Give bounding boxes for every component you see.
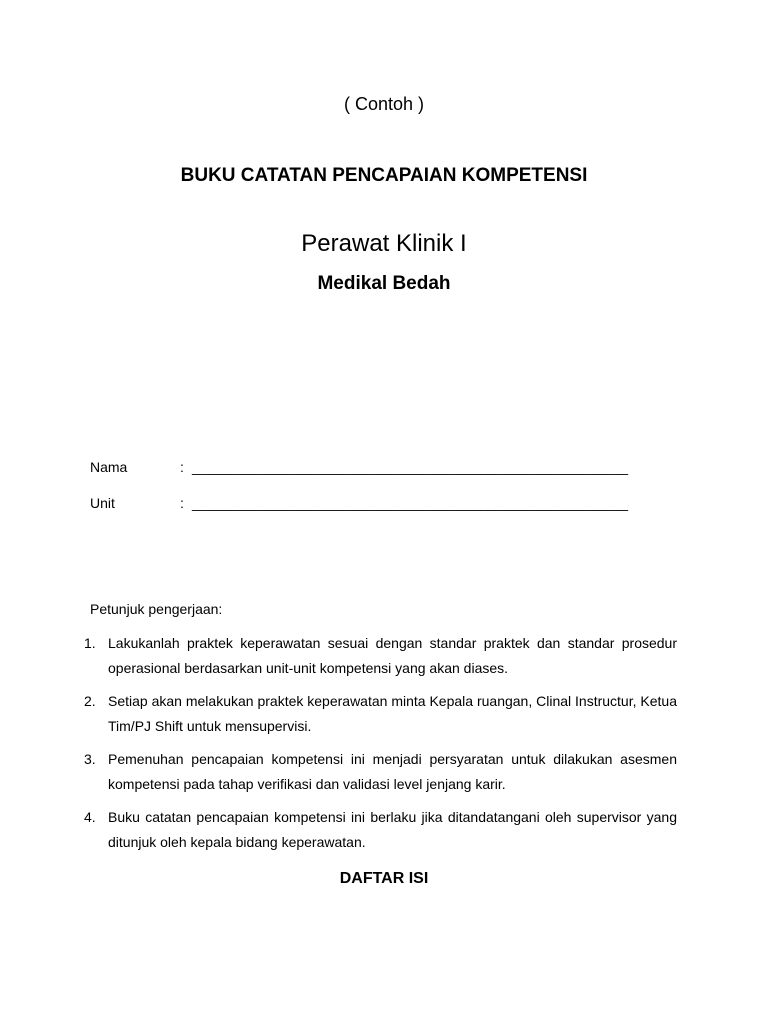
list-item	[84, 805, 677, 855]
table-of-contents-heading: DAFTAR ISI	[339, 870, 429, 887]
unit-label: Unit	[90, 495, 115, 511]
list-item-text: Lakukanlah praktek keperawatan sesuai dengan standar praktek dan standar prosedur operasional berdasarkan unit-unit kompetensi yang akan diases.	[108, 635, 677, 676]
list-item-number: 3.	[84, 751, 96, 767]
specialty-title: Medikal Bedah	[317, 273, 451, 294]
document-title: BUKU CATATAN PENCAPAIAN KOMPETENSI	[180, 165, 588, 186]
list-item	[84, 689, 677, 739]
list-item	[84, 747, 677, 797]
unit-colon: :	[180, 495, 184, 511]
list-item-number: 1.	[84, 635, 96, 651]
nama-colon: :	[180, 459, 184, 475]
nama-field	[90, 459, 628, 475]
instructions-list	[84, 631, 677, 863]
contoh-label: ( Contoh )	[343, 94, 425, 114]
nama-blank-line: ________________________________________________________	[192, 459, 629, 475]
instructions-heading: Petunjuk pengerjaan:	[90, 601, 223, 617]
list-item-text: Buku catatan pencapaian kompetensi ini berlaku jika ditandatangani oleh supervisor yang ditunjuk oleh kepala bidang keperawatan.	[108, 809, 677, 850]
unit-field	[90, 495, 628, 511]
nama-label: Nama	[90, 459, 128, 475]
document-subtitle: Perawat Klinik I	[301, 230, 467, 257]
list-item-number: 4.	[84, 809, 96, 825]
list-item-text: Setiap akan melakukan praktek keperawatan minta Kepala ruangan, Clinal Instructur, Ketua Tim/PJ Shift untuk mensupervisi.	[108, 693, 677, 734]
unit-blank-line: ________________________________________________________	[192, 495, 629, 511]
list-item-number: 2.	[84, 693, 96, 709]
list-item-text: Pemenuhan pencapaian kompetensi ini menjadi persyaratan untuk dilakukan asesmen kompetensi pada tahap verifikasi dan validasi level jenjang karir.	[108, 751, 677, 792]
list-item	[84, 631, 677, 681]
